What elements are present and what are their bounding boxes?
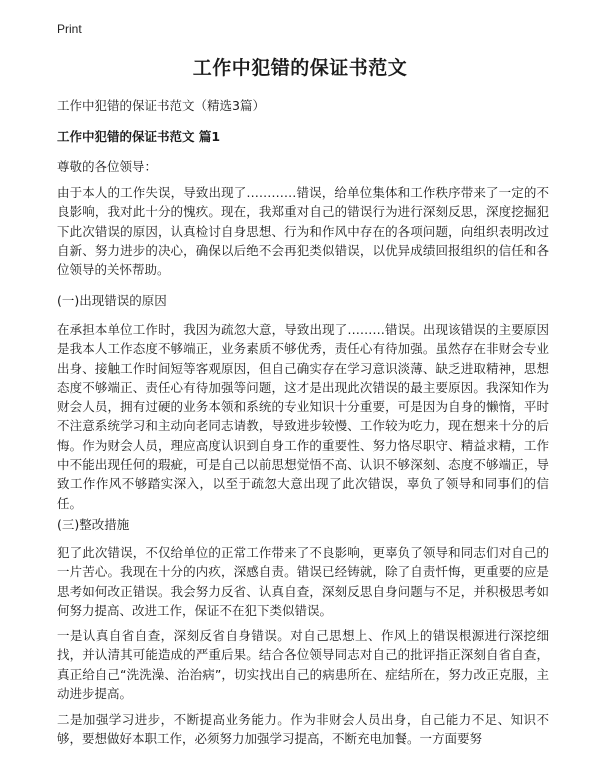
document-subtitle: 工作中犯错的保证书范文（精选3篇） [57, 98, 265, 113]
salutation: 尊敬的各位领导： [57, 159, 158, 174]
paragraph-measure-two: 二是加强学习进步，不断提高业务能力。作为非财会人员出身，自己能力不足、知识不够，要想做好本职工作，必须努力加强学习提高，不断充电加餐。一方面要努 [57, 712, 549, 747]
subheading-measures: (三)整改措施 [57, 517, 130, 532]
page-title: 工作中犯错的保证书范文 [192, 57, 408, 79]
paragraph-measures: 犯了此次错误，不仅给单位的正常工作带来了不良影响，更辜负了领导和同志们对自己的一片苦心。我现在十分的内疚，深感自责。错误已经铸就，除了自责忏悔，更重要的应是思考如何改正错误。我会努力反省、认真自查，深刻反思自身问题与不足，并积极思考如何努力提高、改进工作，保证不在犯下类似错误。 [57, 545, 549, 618]
subheading-causes: (一)出现错误的原因 [57, 293, 167, 308]
section-heading: 工作中犯错的保证书范文 篇1 [57, 129, 221, 144]
paragraph-causes: 在承担本单位工作时，我因为疏忽大意，导致出现了………错误。出现该错误的主要原因是我本人工作态度不够端正，业务素质不够优秀，责任心有待加强。虽然存在非财会专业出身、接触工作时间短等客观原因，但自己确实存在学习意识淡薄、缺乏进取精神，思想态度不够端正、责任心有待加强等问题，这才是出现此次错误的最主要原因。我深知作为财会人员，拥有过硬的业务本领和系统的专业知识十分重要，可是因为自身的懒惰，平时不注意系统学习和主动向老同志请教，导致进步较慢、工作较为吃力，现在想来十分的后悔。作为财会人员，理应高度认识到自身工作的重要性、努力恪尽职守、精益求精，工作中不能出现任何的瑕疵，可是自己以前思想觉悟不高、认识不够深刻、态度不够端正，导致工作作风不够踏实深入，以至于疏忽大意出现了此次错误，辜负了领导和同事们的信任。 [57, 322, 549, 511]
print-label: Print [57, 22, 82, 36]
paragraph-measure-one: 一是认真自省自查，深刻反省自身错误。对自己思想上、作风上的错误根源进行深挖细找，并认清其可能造成的严重后果。结合各位领导同志对自己的批评指正深刻自省自查，真正给自己“洗洗澡、治治病”，切实找出自己的病患所在、症结所在，努力改正克服，主动进步提高。 [57, 628, 549, 701]
paragraph-intro: 由于本人的工作失误，导致出现了…………错误，给单位集体和工作秩序带来了一定的不良影响，我对此十分的愧疚。现在，我郑重对自己的错误行为进行深刻反思，深度挖掘犯下此次错误的原因，认真检讨自身思想、行为和作风中存在的各项问题，向组织表明改过自新、努力进步的决心，确保以后绝不会再犯类似错误，以优异成绩回报组织的信任和各位领导的关怀帮助。 [57, 185, 549, 278]
